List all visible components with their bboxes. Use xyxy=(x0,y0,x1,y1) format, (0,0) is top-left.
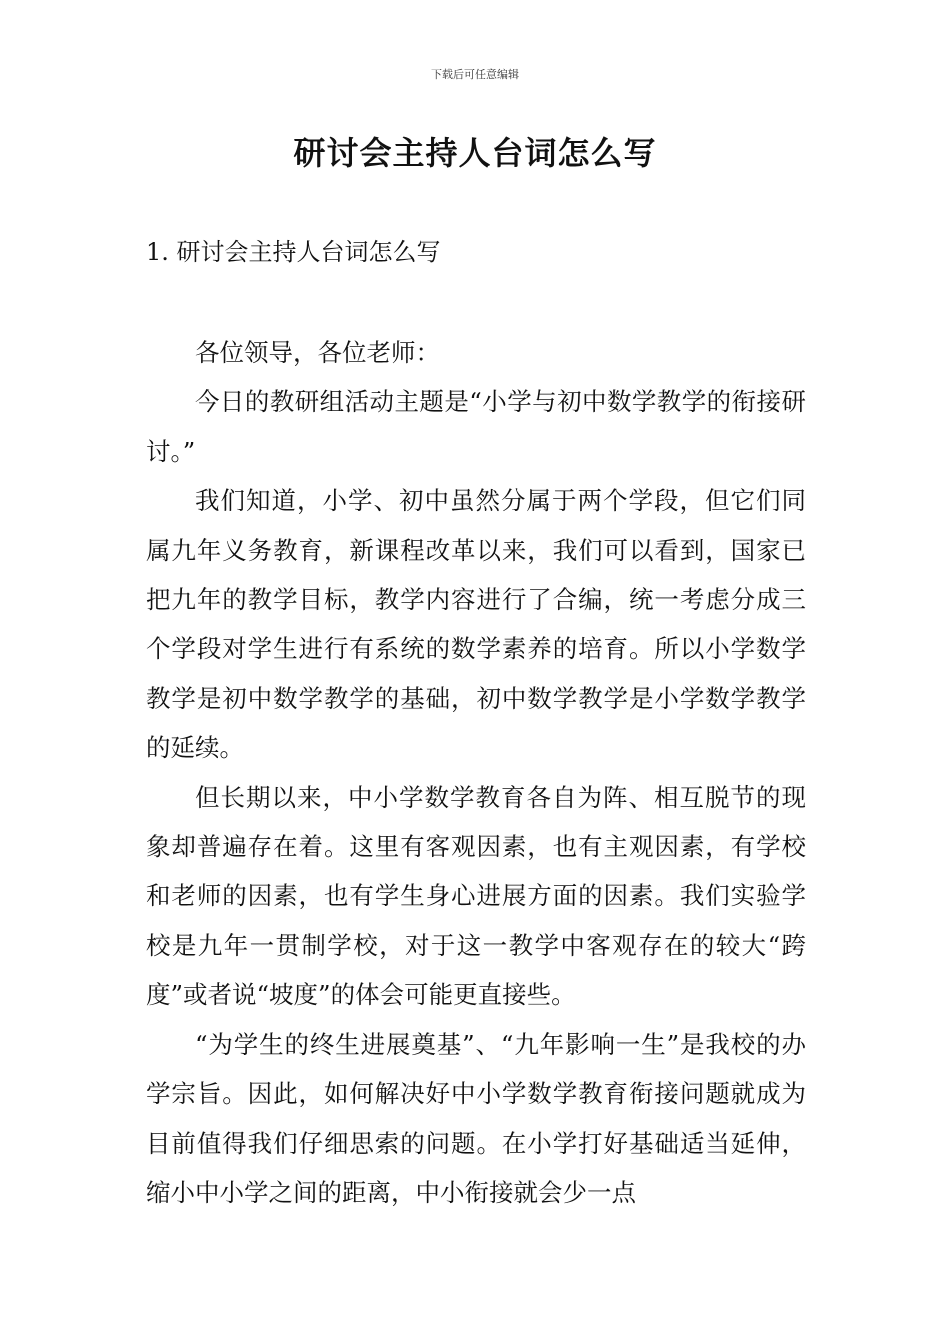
paragraph-theme: 今日的教研组活动主题是“小学与初中数学教学的衔接研讨。” xyxy=(146,387,806,466)
paragraph-problem: 但长期以来，中小学数学教育各自为阵、相互脱节的现象却普遍存在着。这里有客观因素，也有主观因素，有学校和老师的因素，也有学生身心进展方面的因素。我们实验学校是九年一贯制学校，对于这一教学中客观存在的较大“跨度”或者说“坡度”的体会可能更直接些。 xyxy=(146,782,806,1010)
paragraph-background: 我们知道，小学、初中虽然分属于两个学段，但它们同属九年义务教育，新课程改革以来，我们可以看到，国家已把九年的教学目标，教学内容进行了合编，统一考虑分成三个学段对学生进行有系统的数学素养的培育。所以小学数学教学是初中数学教学的基础，初中数学教学是小学数学教学的延续。 xyxy=(146,486,806,763)
section-heading: 1. 研讨会主持人台词怎么写 xyxy=(146,238,441,266)
paragraph-greeting: 各位领导，各位老师： xyxy=(195,338,440,367)
header-note: 下载后可任意编辑 xyxy=(431,68,519,81)
document-title: 研讨会主持人台词怎么写 xyxy=(293,134,657,172)
body-text xyxy=(146,328,806,1217)
paragraph-purpose: “为学生的终生进展奠基”、“九年影响一生”是我校的办学宗旨。因此，如何解决好中小学数学教育衔接问题就成为目前值得我们仔细思索的问题。在小学打好基础适当延伸，缩小中小学之间的距离，中小衔接就会少一点 xyxy=(146,1029,806,1207)
